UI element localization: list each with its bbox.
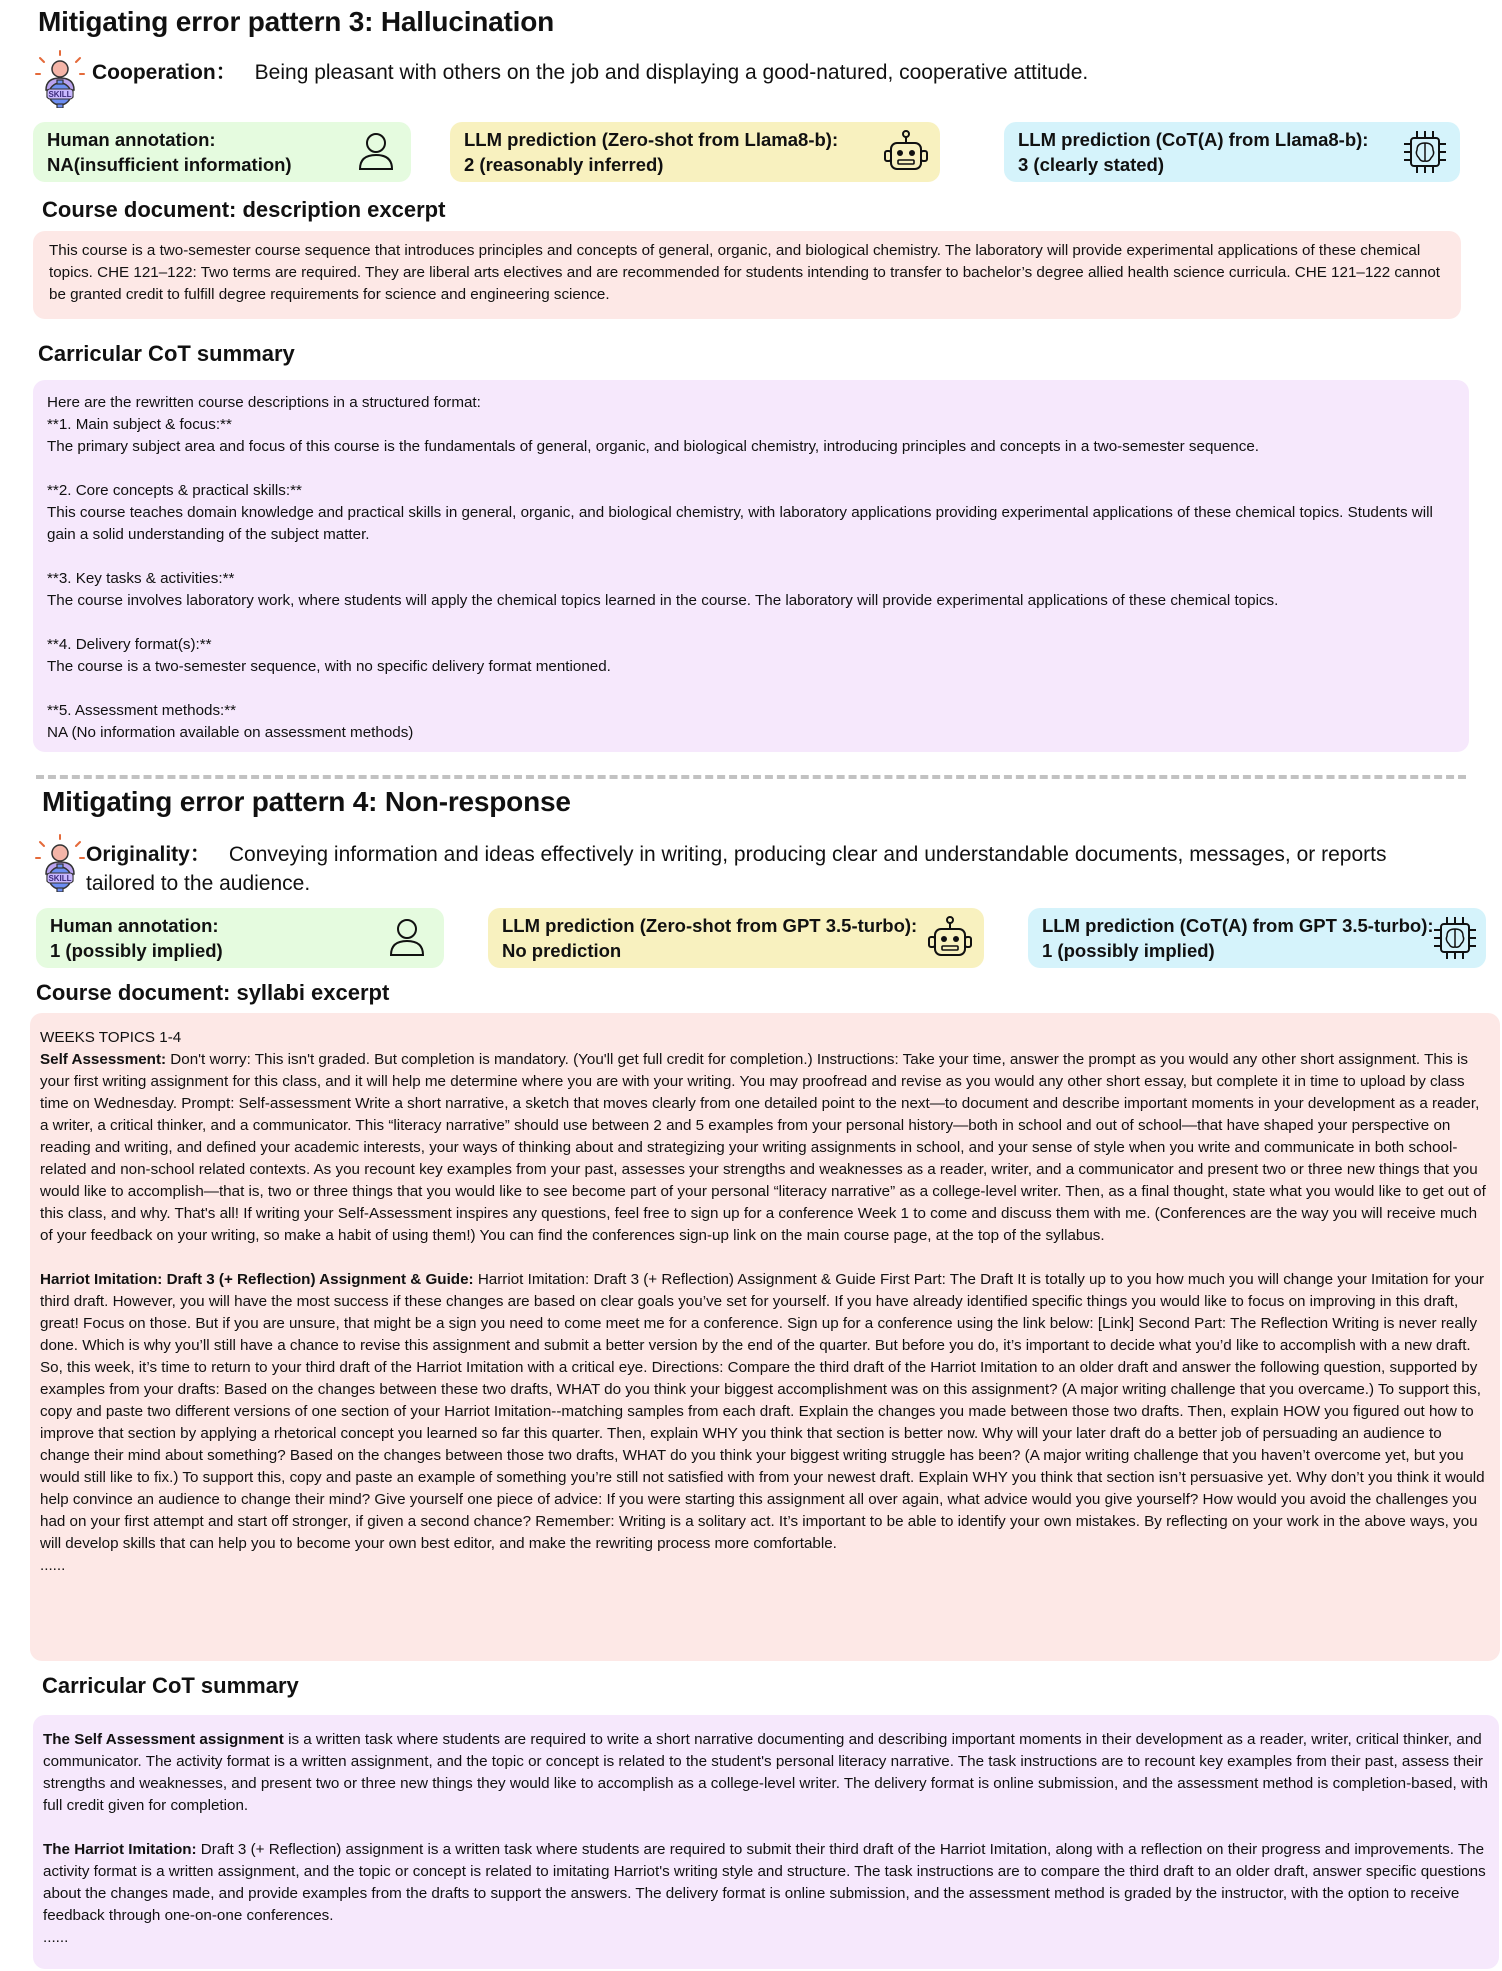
harriot-imitation-summary-label: The Harriot Imitation:: [43, 1841, 197, 1858]
course-description-text: This course is a two-semester course sequence that introduces principles and concepts of general, organic, and biological chemistry. The laboratory will provide experimental applications of these chemical topics. CHE 121–122: Two terms are required. They are liberal arts electives and are recommended for students intending to transfer to bachelor’s degree allied health science curricula. CHE 121–122 cannot be granted credit to fulfill degree requirements for science and engineering science.: [49, 242, 1440, 303]
zero-shot-value: 2 (reasonably inferred): [464, 154, 664, 175]
summary-heading-3: **3. Key tasks & activities:**: [47, 570, 235, 587]
person-icon: [388, 917, 426, 963]
zero-shot-prediction-card: [450, 122, 940, 182]
cot-prediction-card: [1028, 908, 1486, 968]
cot-value: 1 (possibly implied): [1042, 940, 1215, 961]
section-divider: [36, 775, 1466, 779]
self-assessment-summary: [43, 1729, 1489, 1817]
pattern4-title: Mitigating error pattern 4: Non-response: [42, 786, 571, 817]
cot-summary-box: [33, 380, 1469, 752]
zero-shot-label: LLM prediction (Zero-shot from Llama8-b):: [464, 129, 839, 150]
course-description-box: [33, 231, 1461, 319]
skill-description: Being pleasant with others on the job and displaying a good-natured, cooperative attitude.: [254, 61, 1089, 84]
cot-summary-box: [33, 1715, 1499, 1969]
cot-prediction-card: [1004, 122, 1460, 182]
summary-heading-2: **2. Core concepts & practical skills:**: [47, 482, 302, 499]
zero-shot-prediction-card: [488, 908, 984, 968]
harriot-imitation-summary: [43, 1839, 1489, 1927]
skill-description-line-2: tailored to the audience.: [86, 872, 311, 895]
human-annotation-label: Human annotation:: [50, 915, 219, 936]
ai-chip-brain-icon: [1432, 915, 1478, 967]
skill-name: Originality：: [86, 843, 211, 866]
skill-name: Cooperation：: [92, 61, 237, 84]
summary-text-5: NA (No information available on assessment methods): [47, 724, 414, 741]
zero-shot-value: No prediction: [502, 940, 622, 961]
summary-intro: Here are the rewritten course descriptions in a structured format:: [47, 394, 481, 411]
self-assessment-summary-text: is a written task where students are required to write a short narrative documenting and describing important moments in their development as a reader, writer, critical thinker, and communicator. The activity format is a written assignment, and the topic or concept is related to the student's personal literacy narrative. The task instructions are to recount key examples from their past, assess their strengths and weaknesses, and present two or three new things they would like to accomplish as a college-level writer. The delivery format is online submission, and the assessment method is completion-based, with full credit given for completion.: [43, 1731, 1488, 1814]
harriot-imitation-summary-text: Draft 3 (+ Reflection) assignment is a written task where students are required to submit their third draft of the Harriot Imitation, along with a reflection on their progress and improvements. The activity format is a written assignment, and the topic or concept is related to imitating Harriot's writing style and structure. The task instructions are to compare the third draft to an older draft, answer specific questions about the changes made, and provide examples from the drafts to support the answers. The delivery format is online submission, and the assessment method is graded by the instructor, with the option to receive feedback through one-on-one conferences.: [43, 1841, 1486, 1924]
doc-heading: Course document: description excerpt: [42, 197, 446, 222]
cot-value: 3 (clearly stated): [1018, 154, 1165, 175]
skill-mascot-icon: [32, 50, 88, 108]
self-assessment-summary-label: The Self Assessment assignment: [43, 1731, 284, 1748]
cot-label: LLM prediction (CoT(A) from Llama8-b):: [1018, 129, 1369, 150]
self-assessment-label: Self Assessment:: [40, 1051, 167, 1068]
human-annotation-label: Human annotation:: [47, 129, 216, 150]
zero-shot-label: LLM prediction (Zero-shot from GPT 3.5-turbo):: [502, 915, 918, 936]
human-annotation-card: [36, 908, 444, 968]
summary-heading: Carricular CoT summary: [38, 341, 295, 366]
human-annotation-value: 1 (possibly implied): [50, 940, 223, 961]
skill-mascot-icon: [32, 834, 88, 892]
summary-text-1: The primary subject area and focus of this course is the fundamentals of general, organic, and biological chemistry, introducing principles and concepts in a two-semester sequence.: [47, 438, 1259, 455]
skill-description-row: [86, 840, 1486, 898]
summary-heading-4: **4. Delivery format(s):**: [47, 636, 212, 653]
harriot-imitation-label: Harriot Imitation: Draft 3 (+ Reflection) Assignment & Guide:: [40, 1271, 474, 1288]
skill-description-row: [92, 58, 1472, 87]
skill-badge-label: SKILL: [48, 90, 72, 99]
summary-text-3: The course involves laboratory work, where students will apply the chemical topics learned in the course. The laboratory will provide experimental applications of these chemical topics.: [47, 592, 1279, 609]
summary-heading: Carricular CoT summary: [42, 1673, 299, 1698]
doc-heading: Course document: syllabi excerpt: [36, 980, 390, 1005]
weeks-topics: WEEKS TOPICS 1-4: [40, 1029, 182, 1046]
syllabus-ellipsis: ......: [40, 1557, 66, 1574]
robot-icon: [884, 129, 928, 181]
pattern3-title: Mitigating error pattern 3: Hallucination: [38, 6, 555, 37]
summary-text-4: The course is a two-semester sequence, with no specific delivery format mentioned.: [47, 658, 611, 675]
self-assessment-paragraph: [40, 1049, 1490, 1247]
ai-chip-brain-icon: [1402, 129, 1448, 181]
human-annotation-value: NA(insufficient information): [47, 154, 292, 175]
person-icon: [357, 131, 395, 177]
summary-heading-1: **1. Main subject & focus:**: [47, 416, 232, 433]
robot-icon: [928, 915, 972, 967]
syllabus-excerpt-box: [30, 1013, 1500, 1661]
summary-text-2: This course teaches domain knowledge and practical skills in general, organic, and biological chemistry, with laboratory applications providing experimental applications of these chemical topics. Students will gain a solid understanding of the subject matter.: [47, 504, 1433, 543]
summary-heading-5: **5. Assessment methods:**: [47, 702, 237, 719]
harriot-imitation-paragraph: [40, 1269, 1490, 1555]
human-annotation-card: [33, 122, 411, 182]
skill-description-line-1: Conveying information and ideas effectively in writing, producing clear and understandable documents, messages, or reports: [228, 843, 1387, 866]
cot-label: LLM prediction (CoT(A) from GPT 3.5-turbo):: [1042, 915, 1434, 936]
summary-ellipsis: ......: [43, 1929, 69, 1946]
harriot-imitation-text: Harriot Imitation: Draft 3 (+ Reflection) Assignment & Guide First Part: The Draft It is totally up to you how much you will change your Imitation for your third draft. However, you will have the most success if these changes are based on clear goals you’ve set for yourself. If you have already identified specific things you would like to focus on improving in this draft, great! Focus on those. But if you are unsure, that might be a sign you need to come meet me for a conference. Sign up for a conference using the link below: [Link] Second Part: The Reflection Writing is never really done. Which is why you’ll still have a chance to revise this assignment and submit a better version by the end of the quarter. But before you do, it’s important to decide what you’d like to accomplish with a new draft. So, this week, it’s time to return to your third draft of the Harriot Imitation with a critical eye. Directions: Compare the third draft of the Harriot Imitation to an older draft and answer the following question, supported by examples from your drafts: Based on the changes between these two drafts, WHAT do you think your biggest accomplishment was on this assignment? (A major writing challenge that you overcame.) To support this, copy and paste two different versions of one section of your Harriot Imitation--matching samples from each draft. Explain the changes you made between those two drafts. Then, explain HOW you figured out how to improve that section by applying a rhetorical concept you learned so far this quarter. Then, explain WHY you think that section is better now. Why will your later draft do a better job of persuading an audience to change their mind about something? Based on the changes between those two drafts, WHAT do you think your biggest writing struggle has been? (A major writing challenge that you haven’t overcome yet, but you would still like to fix.) To support this, copy and paste an example of something you’re still not satisfied with from your newest draft. Explain WHY you think that section isn’t persuasive yet. Why don’t you think it would help convince an audience to change their mind? Give yourself one piece of advice: If you were starting this assignment all over again, what advice would you give yourself? How would you avoid the challenges you had on your first attempt and start off stronger, if given a second chance? Remember: Writing is a solitary act. It’s important to be able to identify your own mistakes. By reflecting on your work in the above ways, you will develop skills that can help you to become your own best editor, and make the rewriting process more comfortable.: [40, 1271, 1485, 1552]
self-assessment-text: Don't worry: This isn't graded. But completion is mandatory. (You'll get full credit for completion.) Instructions: Take your time, answer the prompt as you would any other short assignment. This is your first writing assignment for this class, and it will help me determine where you are with your writing. You may proofread and revise as you would any other short essay, but complete it in time to upload by class time on Wednesday. Prompt: Self-assessment Write a short narrative, a sketch that moves clearly from one detailed point to the next—to document and describe important moments in your development as a reader, a writer, a critical thinker, and a communicator. This “literacy narrative” should use between 2 and 5 examples from your personal history—both in school and out of school—that have shaped your perspective on reading and writing, and defined your academic interests, your ways of thinking about and strategizing your writing assignments in school, and your sense of style when you write and communicate in both school-related and non-school related contexts. As you recount key examples from your past, assesses your strengths and weaknesses as a reader, writer, and a communicator and present two or three new things that you would like to accomplish—that is, two or three things that you would like to see become part of your personal “literacy narrative” as a college-level writer. Then, as a final thought, state what you would like to get out of this class, and why. That's all! If writing your Self-Assessment inspires any questions, feel free to sign up for a conference Week 1 to come and discuss them with me. (Conferences are the way you will receive much of your feedback on your writing, so make a habit of using them!) You can find the conferences sign-up link on the main course page, at the top of the syllabus.: [40, 1051, 1486, 1244]
skill-badge-label: SKILL: [48, 874, 72, 883]
